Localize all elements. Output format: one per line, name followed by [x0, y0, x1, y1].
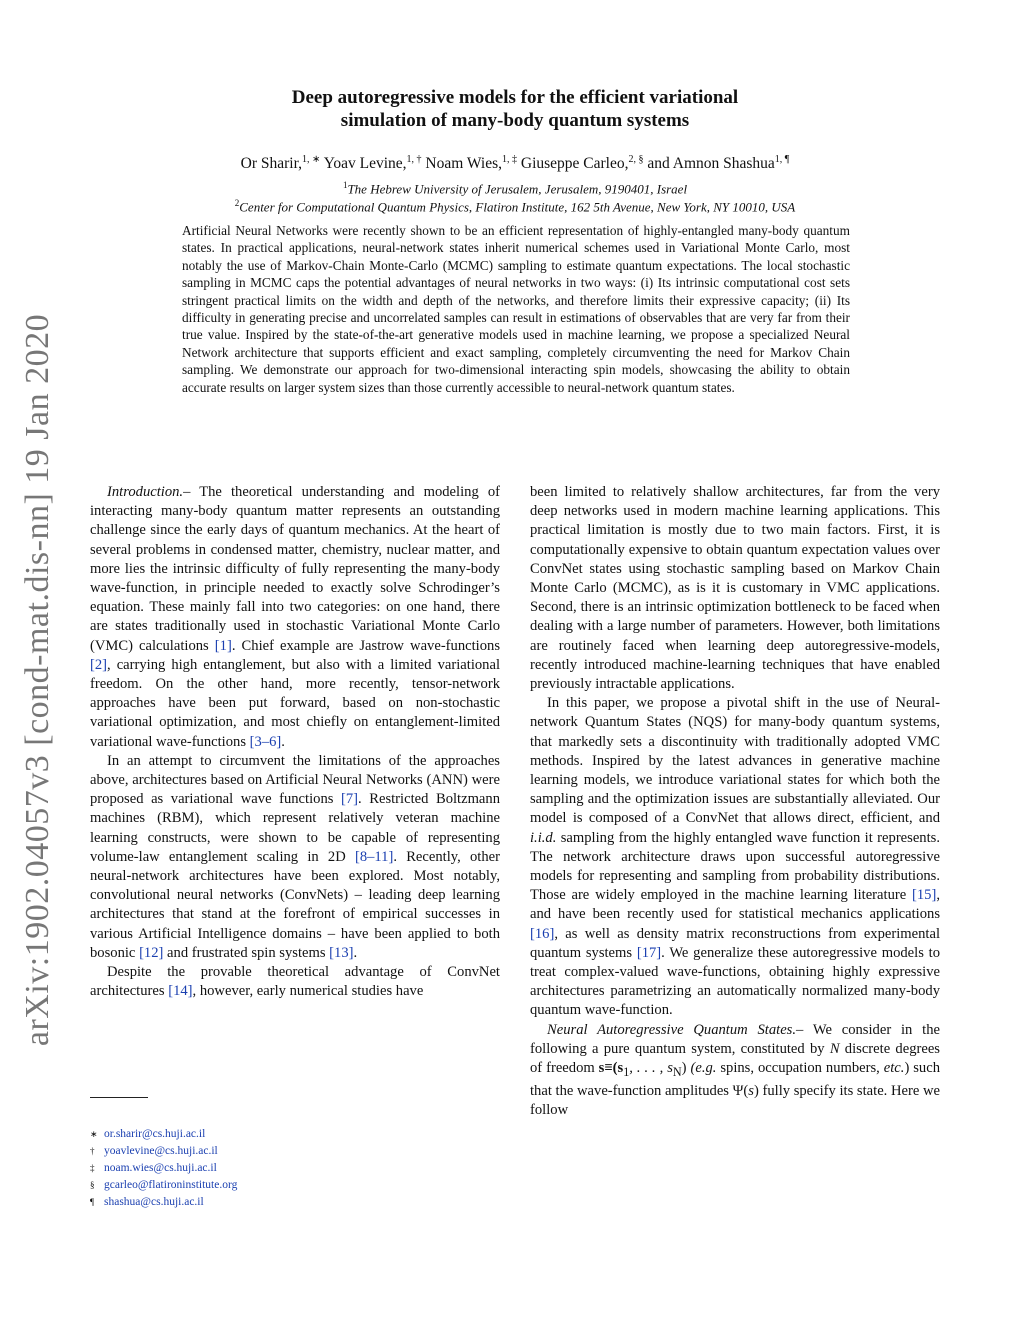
text-run: ) — [681, 1060, 687, 1077]
text-run: discrete degrees of freedom — [530, 1040, 940, 1077]
text-run: ) fully specify its state. Here we follow — [530, 1083, 940, 1119]
affiliation — [100, 195, 930, 215]
title-line-2: simulation of many-body quantum systems — [340, 110, 690, 131]
title-line-1: Deep autoregressive models for the efficient variational — [291, 87, 739, 108]
math-var: N — [829, 1040, 840, 1057]
author-name: Or Sharir, — [240, 155, 303, 173]
right-column — [530, 483, 940, 1121]
text-run: and frustrated spin systems — [163, 944, 330, 961]
text-run: . Recently, other neural-network architectures have been explored. Most notably, convolutional neural networks (ConvNets) – leading deep learning architectures that stand at the forefront of empirical successes in various Artificial Intelligence domains – have been applied to both bosonic — [90, 848, 500, 961]
text-run: In an attempt to circumvent the limitations of the approaches above, architectures based on Artificial Neural Networks (ANN) were proposed as variational wave functions — [90, 752, 500, 808]
affiliation-sup: 1 — [342, 180, 348, 190]
text-run: spins, occupation numbers, — [716, 1060, 884, 1077]
citation-link[interactable]: [17] — [636, 944, 662, 961]
text-run: The theoretical understanding and modeling of interacting many-body quantum matter represents an outstanding challenge since the early days of quantum mechanics. At the heart of several problems in condensed matter, chemistry, nuclear matter, and more lies the intrinsic difficulty of fully representing the many-body wave-function, in principle needed to exactly solve Schrodinger’s equation. These mainly fall into two categories: on one hand, there are states traditionally used in stochastic Variational Monte Carlo (VMC) calculations — [90, 484, 500, 654]
text-run: i.i.d. — [530, 829, 557, 846]
footnote — [90, 1177, 490, 1194]
text-run: . — [353, 944, 358, 961]
email-link[interactable]: noam.wies@cs.huji.ac.il — [104, 1162, 217, 1174]
section-lead: Introduction.– — [107, 484, 191, 500]
citation-link[interactable]: [2] — [90, 656, 108, 673]
footnote — [90, 1126, 490, 1143]
citation-link[interactable]: [14] — [168, 983, 193, 1000]
paragraph — [530, 483, 940, 694]
footnote-mark: ‡ — [90, 1163, 95, 1173]
left-column — [90, 483, 500, 1001]
arxiv-id: arXiv:1902.04057v3 [cond-mat.dis-nn] 19 Jan 2020 — [19, 313, 56, 1047]
text-run: Despite the provable theoretical advantage of ConvNet architectures — [90, 964, 500, 1000]
text-run: , carrying high entanglement, but also with a limited variational freedom. On the other hand, more recently, tensor-network approaches have been put forward, based on non-stochastic variational optimization, and most chiefly on entanglement-limited variational wave-functions — [90, 656, 500, 750]
citation-link[interactable]: [15] — [912, 887, 937, 904]
text-run: (e.g. — [686, 1060, 717, 1077]
author-sup: 1, ¶ — [774, 154, 790, 165]
arxiv-stamp — [16, 300, 60, 1060]
text-run: We consider in the following a pure quantum system, constituted by — [530, 1021, 940, 1057]
text-run: sampling from the highly entangled wave function it represents. The network architecture draws upon successful autoregressive models for representing and sampling from probability distributions. Those are widely employed in the machine learning literature — [530, 829, 940, 904]
author-sup: 1, † — [406, 154, 422, 165]
math-var: , . . . , s — [629, 1060, 673, 1077]
text-run: . Restricted Boltzmann machines (RBM), which represent relatively veteran machine learning constructs, were shown to be capable of representing volume-law entanglement scaling in 2D — [90, 791, 500, 865]
email-link[interactable]: or.sharir@cs.huji.ac.il — [104, 1128, 206, 1140]
footnote-mark: † — [90, 1146, 95, 1156]
text-run: . — [281, 733, 285, 750]
text-run: . We generalize these autoregressive models to treat complex-valued wave-functions, obtaining highly expressive architectures parametrizing an automatically normalized many-body quantum wave-function. — [530, 944, 940, 1019]
author-sup: 1, ∗ — [302, 154, 321, 165]
citation-link[interactable]: [3–6] — [249, 733, 282, 750]
text-run: . Chief example are Jastrow wave-functions — [231, 637, 500, 654]
paragraph — [90, 483, 500, 752]
paragraph — [530, 1021, 940, 1121]
email-link[interactable]: shashua@cs.huji.ac.il — [104, 1196, 204, 1208]
email-link[interactable]: gcarleo@flatironinstitute.org — [104, 1179, 238, 1191]
citation-link[interactable]: [7] — [340, 791, 359, 808]
affiliation-text: The Hebrew University of Jerusalem, Jerusalem, 9190401, Israel — [347, 181, 688, 197]
paragraph — [90, 963, 500, 1001]
footnote — [90, 1160, 490, 1177]
footnote — [90, 1143, 490, 1160]
text-run: In this paper, we propose a pivotal shift in the use of Neural-network Quantum States (NQS) for many-body quantum systems, that markedly sets a discontinuity with traditionally adopted VMC methods. Inspired by the latest advances in generative machine learning models, we introduce variational states for which both the sampling and the optimization issues are substantially alleviated. Our model is composed of a ConvNet that allows direct, efficient, and — [530, 695, 940, 827]
citation-link[interactable]: [8–11] — [354, 848, 394, 865]
text-run: , however, early numerical studies have — [192, 983, 424, 1000]
affiliation-sup: 2 — [234, 198, 240, 208]
author-name: Yoav Levine, — [323, 155, 407, 173]
citation-link[interactable]: [13] — [329, 944, 354, 961]
text-run: ) such that the wave-function amplitudes Ψ( — [530, 1060, 940, 1100]
math-sub: 1 — [623, 1065, 630, 1079]
author-name: Noam Wies, — [425, 155, 502, 173]
author-sup: 1, ‡ — [502, 154, 517, 165]
footnote — [90, 1194, 490, 1211]
text-run: , and have been recently used for statistical mechanics applications — [530, 887, 940, 923]
citation-link[interactable]: [12] — [139, 944, 164, 961]
author-sup: 2, § — [628, 154, 644, 165]
footnotes — [90, 1126, 490, 1211]
author-list — [100, 150, 930, 174]
math-var: s≡(s — [598, 1060, 624, 1077]
text-run: been limited to relatively shallow architectures, far from the very deep networks used in modern machine learning applications. This practical limitation is mostly due to two main factors. First, it is computationally expensive to obtain quantum expectation values over ConvNet states using stochastic sampling based on Markov Chain Monte Carlo (MCMC), as is it is customary in VMC applications. Second, there is an intrinsic optimization bottleneck to be faced when dealing with a large number of parameters. However, both limitations are routinely faced when learning deep autoregressive-models, recently introduced machine-learning techniques that have enabled previously intractable applications. — [530, 484, 940, 693]
footnote-mark: § — [90, 1180, 95, 1190]
paper-title — [150, 86, 880, 132]
email-link[interactable]: yoavlevine@cs.huji.ac.il — [104, 1145, 218, 1157]
paragraph — [530, 694, 940, 1020]
footnote-mark: ∗ — [90, 1129, 98, 1139]
text-run: etc. — [883, 1060, 905, 1077]
text-run: , as well as density matrix reconstructions from experimental quantum systems — [530, 925, 940, 961]
affiliation-text: Center for Computational Quantum Physics, Flatiron Institute, 162 5th Avenue, New York, NY 10010, USA — [239, 199, 796, 215]
abstract: Artificial Neural Networks were recently shown to be an efficient representation of highly-entangled many-body quantum states. In practical applications, neural-network states inherit numerical schemes used in Variational Monte Carlo, most notably the use of Markov-Chain Monte-Carlo (MCMC) sampling to estimate quantum expectations. The local stochastic sampling in MCMC caps the potential advantages of neural networks in two ways: (i) Its intrinsic computational cost sets stringent practical limits on the width and depth of the networks, and therefore limits their expressive capacity; (ii) Its difficulty in generating precise and uncorrelated samples can result in estimations of observables that are very far from their true value. Inspired by the state-of-the-art generative models used in machine learning, we propose a specialized Neural Network architecture that supports efficient and exact sampling, completely circumventing the need for Markov Chain sampling. We demonstrate our approach for two-dimensional interacting spin models, showcasing the ability to obtain accurate results on larger system sizes than those currently accessible to neural-network quantum states. — [182, 223, 850, 395]
citation-link[interactable]: [1] — [214, 637, 232, 654]
paragraph — [90, 752, 500, 963]
citation-link[interactable]: [16] — [530, 925, 555, 942]
author-name: Giuseppe Carleo, — [520, 155, 629, 173]
footnote-rule — [90, 1097, 148, 1098]
math-var: s — [748, 1083, 754, 1100]
author-name: and Amnon Shashua — [647, 155, 775, 173]
footnote-mark: ¶ — [90, 1197, 95, 1207]
section-lead: Neural Autoregressive Quantum States.– — [547, 1021, 804, 1038]
math-sub: N — [672, 1065, 682, 1079]
